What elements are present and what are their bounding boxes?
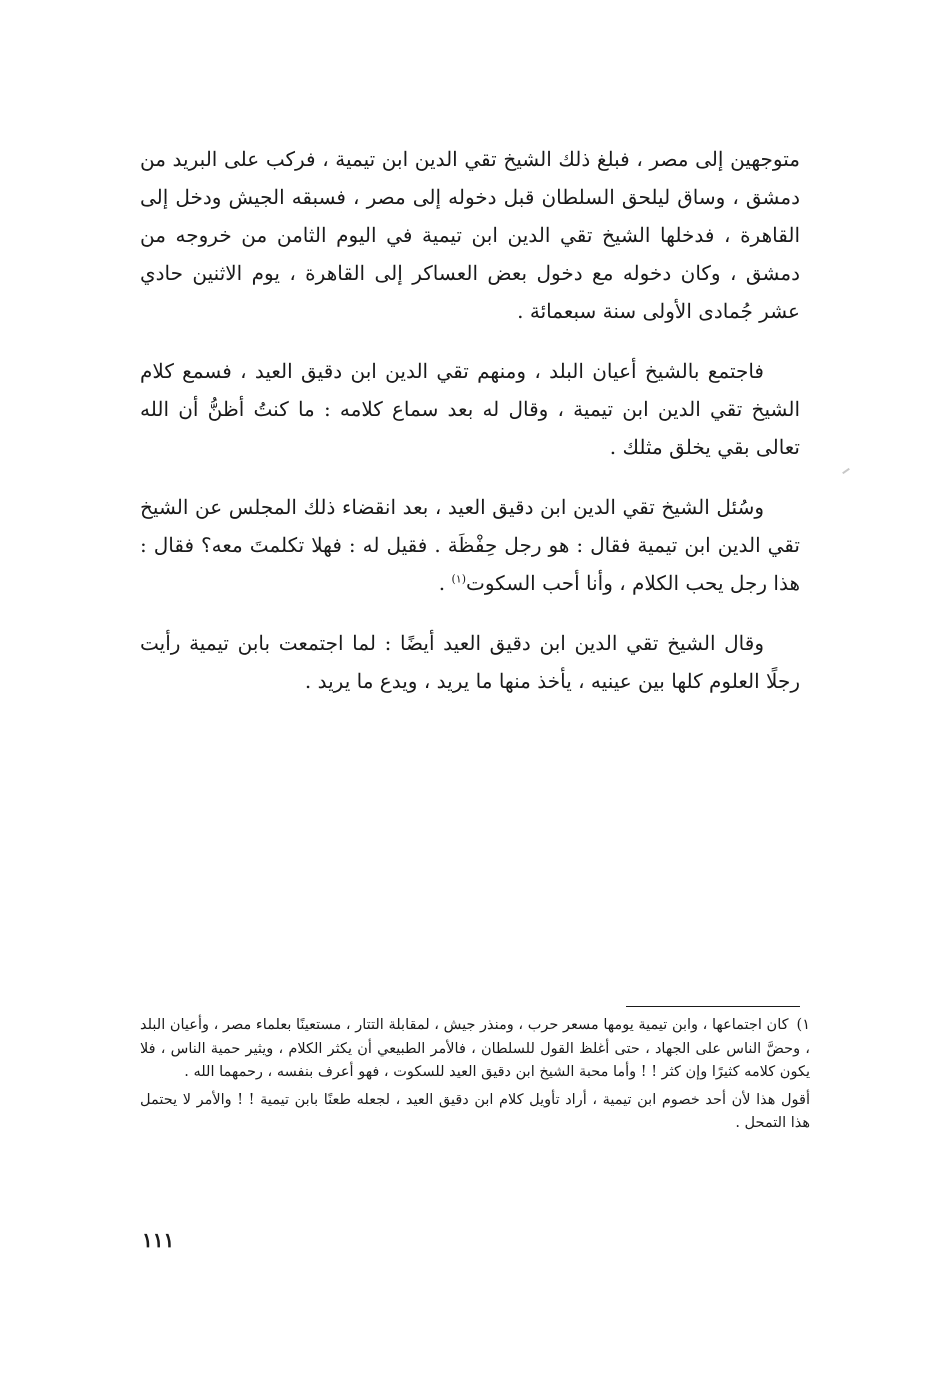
main-text-body xyxy=(140,140,800,722)
paragraph-4: وقال الشيخ تقي الدين ابن دقيق العيد أيضًا : لما اجتمعت بابن تيمية رأيت رجلًا العلوم كلها بين عينيه ، يأخذ منها ما يريد ، ويدع ما يريد . xyxy=(140,631,800,693)
paragraph-3-text: وسُئل الشيخ تقي الدين ابن دقيق العيد ، بعد انقضاء ذلك المجلس عن الشيخ تقي الدين ابن تيمية فقال : هو رجل حِفْظَة . فقيل له : فهلا تكلمتَ معه؟ فقال : هذا رجل يحب الكلام ، وأنا أحب السكوت xyxy=(140,495,800,595)
paragraph-3-end: . xyxy=(438,571,452,595)
scan-artifact xyxy=(842,468,850,474)
footnote-1 xyxy=(140,1014,810,1085)
footnote-number: ١) xyxy=(796,1017,810,1033)
page-number: ١١١ xyxy=(142,1228,175,1252)
paragraph-2: فاجتمع بالشيخ أعيان البلد ، ومنهم تقي الدين ابن دقيق العيد ، فسمع كلام الشيخ تقي الدين ابن تيمية ، وقال له بعد سماع كلامه : ما كنتُ أظنُّ أن الله تعالى بقي يخلق مثلك . xyxy=(140,359,800,459)
footnote-divider xyxy=(626,1006,800,1007)
footnotes-section xyxy=(140,1014,810,1140)
paragraph-3 xyxy=(140,488,800,602)
footnote-reference: (١) xyxy=(451,572,467,586)
footnote-1-text: كان اجتماعها ، وابن تيمية يومها مسعر حرب ، ومنذر جيش ، لمقابلة التتار ، مستعينًا بعلماء مصر ، وأعيان البلد ، وحضَّ الناس على الجهاد ، حتى أغلظ القول للسلطان ، فالأمر الطبيعي أن يكثر الكلام ، ويثير حمية الناس ، فلا يكون كلامه كثيرًا وإن كثر ! ! وأما محبة الشيخ ابن دقيق العيد للسكوت ، فهو أعرف بنفسه ، رحمهما الله . xyxy=(140,1017,810,1080)
paragraph-1: متوجهين إلى مصر ، فبلغ ذلك الشيخ تقي الدين ابن تيمية ، فركب على البريد من دمشق ، وساق ليلحق السلطان قبل دخوله إلى مصر ، فسبقه الجيش ودخل إلى القاهرة ، فدخلها الشيخ تقي الدين ابن تيمية في اليوم الثامن من خروجه من دمشق ، وكان دخوله مع دخول بعض العساكر إلى القاهرة ، يوم الاثنين حادي عشر جُمادى الأولى سنة سبعمائة . xyxy=(140,147,801,323)
footnote-1-continuation: أقول هذا لأن أحد خصوم ابن تيمية ، أراد تأويل كلام ابن دقيق العيد ، لجعله طعنًا بابن تيمية ! ! والأمر لا يحتمل هذا التمحل . xyxy=(140,1091,810,1131)
